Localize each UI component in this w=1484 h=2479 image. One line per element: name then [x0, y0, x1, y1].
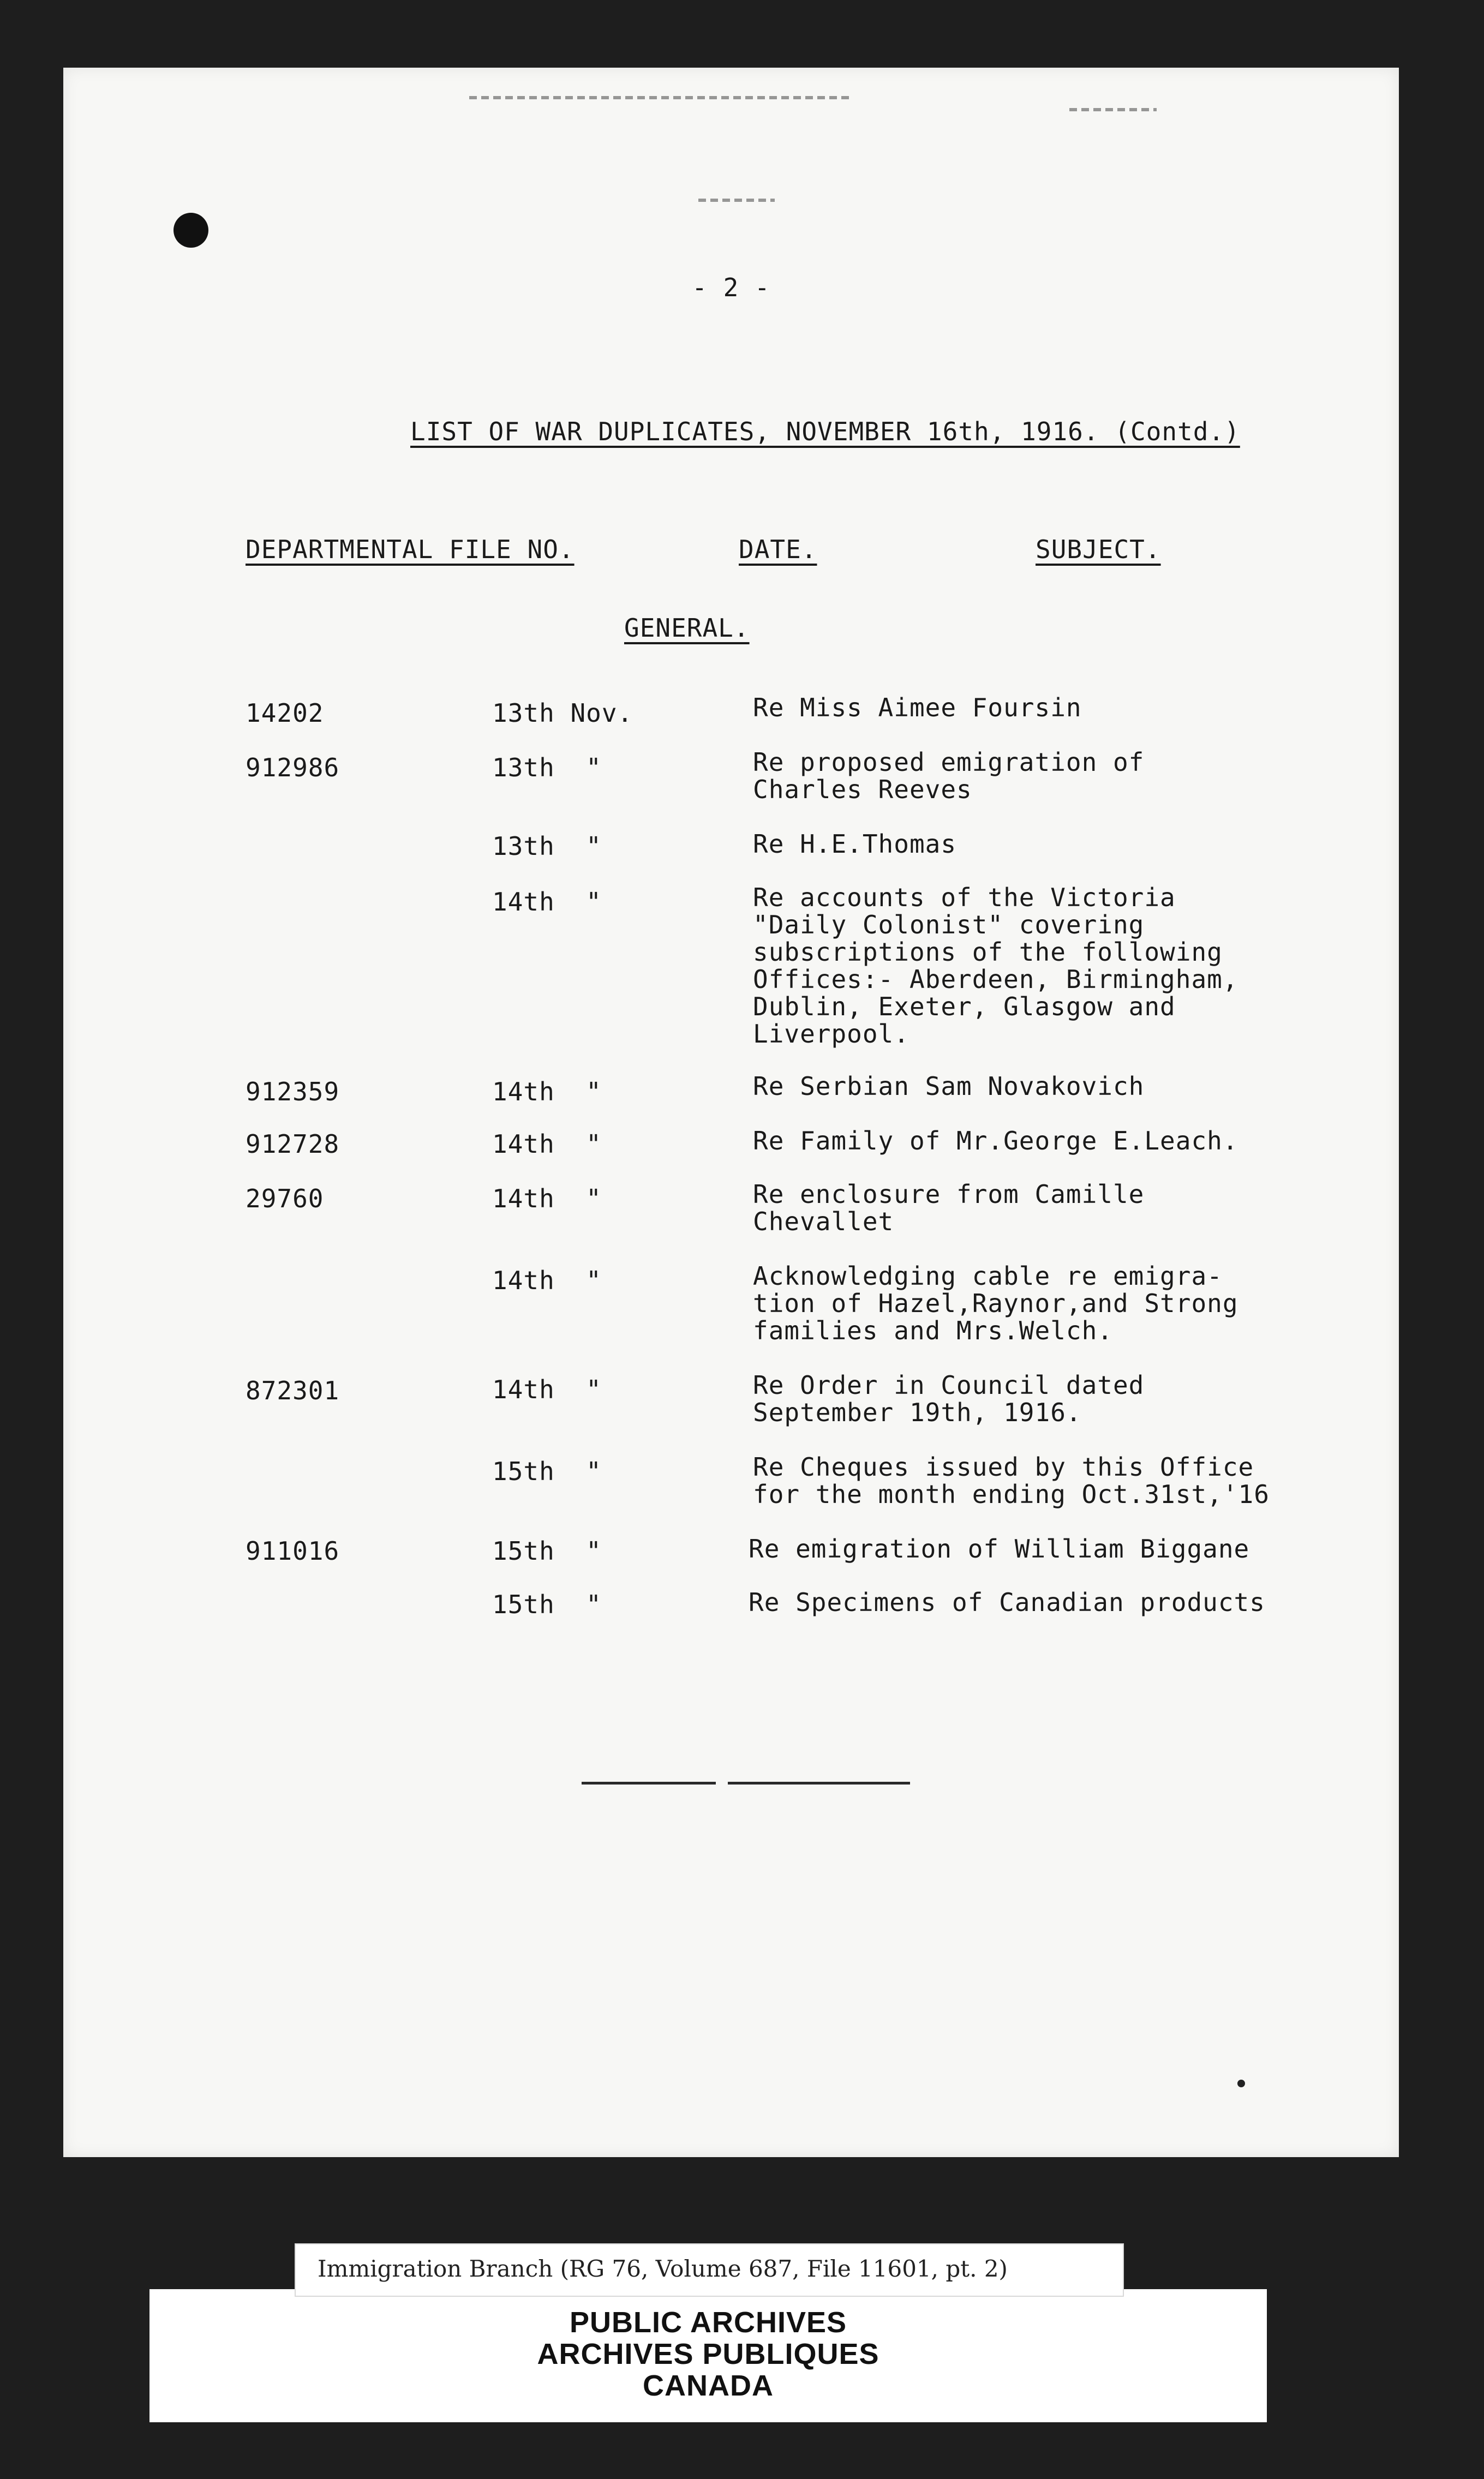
file-number: 911016	[246, 1536, 340, 1566]
stamp-line: ARCHIVES PUBLIQUES	[537, 2338, 879, 2370]
header-subject: SUBJECT.	[1036, 535, 1161, 564]
entry-subject-line: Offices:- Aberdeen, Birmingham,	[753, 965, 1238, 994]
scan-smudge	[1069, 108, 1157, 111]
section-heading: GENERAL.	[624, 613, 750, 643]
file-number: 912986	[246, 753, 340, 782]
archive-caption	[295, 2243, 1124, 2297]
entry-date: 14th "	[492, 1375, 602, 1404]
entry-date: 13th "	[492, 831, 602, 861]
entry-subject-line: subscriptions of the following	[753, 937, 1223, 967]
entry-date: 14th "	[492, 1266, 602, 1295]
entry-subject-line: Chevallet	[753, 1207, 894, 1236]
entry-subject-line: Liverpool.	[753, 1019, 909, 1049]
document-title: LIST OF WAR DUPLICATES, NOVEMBER 16th, 1916. (Contd.)	[410, 417, 1240, 446]
entry-subject-line: Re Specimens of Canadian products	[749, 1588, 1265, 1617]
entry-subject-line: Re enclosure from Camille	[753, 1179, 1145, 1209]
entry-subject-line: tion of Hazel,Raynor,and Strong	[753, 1289, 1238, 1318]
entry-date: 14th "	[492, 1129, 602, 1159]
file-number: 29760	[246, 1184, 324, 1213]
file-number: 872301	[246, 1376, 340, 1405]
entry-subject-line: Re emigration of William Biggane	[749, 1534, 1250, 1564]
entry-date: 14th "	[492, 1077, 602, 1106]
document-page	[63, 68, 1399, 2157]
file-number: 912359	[246, 1077, 340, 1106]
entry-subject-line: Re Miss Aimee Foursin	[753, 693, 1082, 722]
ink-speck	[1237, 2080, 1245, 2087]
entry-date: 15th "	[492, 1457, 602, 1486]
end-rule	[728, 1782, 910, 1785]
entry-subject-line: Re Cheques issued by this Office	[753, 1452, 1254, 1482]
archives-stamp	[149, 2289, 1267, 2422]
entry-date: 14th "	[492, 1184, 602, 1213]
entry-subject-line: Re proposed emigration of	[753, 747, 1145, 777]
stamp-line: CANADA	[643, 2369, 774, 2402]
entry-subject-line: Re Family of Mr.George E.Leach.	[753, 1126, 1238, 1155]
page-number: - 2 -	[692, 273, 770, 302]
entry-subject-line: for the month ending Oct.31st,'16	[753, 1480, 1270, 1509]
entry-subject-line: Acknowledging cable re emigra-	[753, 1261, 1223, 1291]
scan-smudge	[469, 96, 851, 99]
entry-date: 14th "	[492, 887, 602, 917]
entry-subject-line: Charles Reeves	[753, 775, 972, 804]
entry-subject-line: Re accounts of the Victoria	[753, 883, 1176, 912]
end-rule	[582, 1782, 716, 1785]
entry-date: 15th "	[492, 1590, 602, 1619]
stamp-line: PUBLIC ARCHIVES	[569, 2306, 847, 2339]
entry-subject-line: Re H.E.Thomas	[753, 829, 957, 859]
entry-subject-line: "Daily Colonist" covering	[753, 910, 1145, 939]
entry-subject-line: September 19th, 1916.	[753, 1398, 1082, 1427]
entry-subject-line: Dublin, Exeter, Glasgow and	[753, 992, 1176, 1021]
entry-subject-line: Re Serbian Sam Novakovich	[753, 1071, 1145, 1101]
entry-subject-line: Re Order in Council dated	[753, 1370, 1145, 1400]
punch-hole	[173, 213, 208, 248]
file-number: 912728	[246, 1129, 340, 1159]
file-number: 14202	[246, 698, 324, 728]
caption-text: Immigration Branch (RG 76, Volume 687, File 11601, pt. 2)	[318, 2255, 1008, 2282]
header-date: DATE.	[739, 535, 817, 564]
entry-date: 13th Nov.	[492, 698, 633, 728]
entry-date: 13th "	[492, 753, 602, 782]
scan-smudge	[698, 199, 775, 202]
header-file-no: DEPARTMENTAL FILE NO.	[246, 535, 575, 564]
entry-subject-line: families and Mrs.Welch.	[753, 1316, 1113, 1345]
entry-date: 15th "	[492, 1536, 602, 1566]
